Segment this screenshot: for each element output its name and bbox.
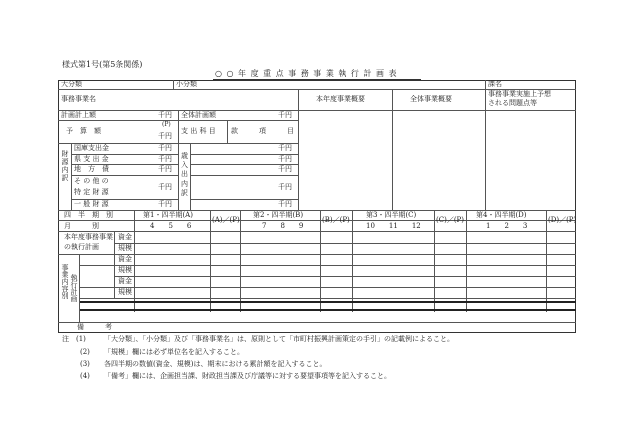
col-line [240, 210, 241, 312]
moku-label: 目 [287, 127, 294, 135]
unit-label: 千円 [278, 200, 292, 208]
shishutsu-label: 支 出 科 目 [181, 127, 216, 135]
quarter-months: 4 5 6 [150, 222, 192, 230]
ratio-header: (B)／(P) [322, 216, 350, 224]
zaigen-row: 国庫支出金 [74, 144, 109, 152]
row-line [298, 110, 485, 111]
zentai-label: 全体計画額 [181, 111, 216, 119]
note-num: 注 (1) [62, 335, 86, 343]
quarter-months: 10 11 12 [366, 222, 421, 230]
ratio-header: (D)／(P) [548, 216, 577, 224]
row-line [79, 298, 576, 299]
note-text: 各四半期の数値(資金、規模)は、期末における累計額を記入すること。 [104, 360, 327, 368]
zaigen-row: そ の 他 の [74, 177, 109, 185]
quarter-name: 第1・四半期(A) [143, 211, 193, 219]
daibunrui-label: 大分類 [61, 80, 82, 88]
shikin-label: 資金 [118, 233, 132, 241]
col-line [434, 210, 435, 312]
unit-label: 千円 [158, 183, 172, 191]
keikaku-label: 計画計上額 [61, 111, 96, 119]
row-line [58, 220, 576, 221]
unit-label: 千円 [158, 144, 172, 152]
zaigen-vertical-label: 財源内訳 [61, 150, 69, 182]
note-num: (4) [80, 372, 90, 380]
month-header-label: 月 別 [64, 222, 99, 230]
row-line [79, 287, 576, 288]
row-line [58, 231, 576, 232]
unit-label: 千円 [278, 183, 292, 191]
shikin-label: 資金 [118, 277, 132, 285]
row-line [58, 322, 576, 323]
note-text: 「備考」欄には、企画担当課、財政担当課及び庁議等に対する要望事項等を記入すること。 [104, 372, 391, 380]
col-line [227, 120, 228, 143]
row-line-thick [79, 301, 576, 303]
ratio-header: (C)／(P) [436, 216, 464, 224]
row-line [190, 175, 298, 176]
unit-label: 千円 [278, 111, 292, 119]
col-line [546, 210, 547, 312]
kibo-label: 規模 [118, 266, 132, 274]
col-line [466, 210, 467, 312]
quarter-months: 1 2 3 [486, 222, 528, 230]
col-line [114, 231, 115, 298]
honendo-label-2: の執行計画 [64, 243, 99, 251]
zaigen-row: 県 支 出 金 [74, 155, 109, 163]
unit-label: 千円 [278, 155, 292, 163]
col-line [178, 110, 179, 143]
col-line [485, 80, 486, 210]
de-label: 出 [181, 170, 188, 178]
col-line [352, 210, 353, 312]
ratio-header: (A)／(P) [212, 216, 240, 224]
col-line [320, 210, 321, 312]
note-text: 「大分類」、「小分類」及び「事務事業名」は、原則として「市町村振興計画策定の手引」の記載例によること。 [104, 335, 454, 343]
note-text: 「規模」欄には必ず単位名を記入すること。 [104, 348, 244, 356]
kan-label: 款 [231, 127, 238, 135]
col-line [79, 254, 80, 322]
form-title: ○ ○ 年 度 重 点 事 務 事 業 執 行 計 画 表 [215, 69, 398, 78]
biko-label: 備 考 [77, 323, 112, 331]
jigyomei-label: 事務事業名 [61, 95, 96, 103]
quarter-name: 第2・四半期(B) [253, 211, 304, 219]
col-line [392, 89, 393, 210]
unit-label: 千円 [158, 132, 172, 140]
nyu-label: 入 [181, 161, 188, 169]
quarter-name: 第3・四半期(C) [366, 211, 417, 219]
wake-label: 訳 [181, 189, 188, 197]
plan-table [58, 80, 576, 333]
quarter-name: 第4・四半期(D) [476, 211, 527, 219]
row-line [114, 243, 576, 244]
row-line [79, 265, 576, 266]
zaigen-row: 特 定 財 源 [74, 188, 109, 196]
issues-label-2: される問題点等 [488, 99, 537, 107]
gaiyo-year-label: 本年度事業概要 [316, 95, 365, 103]
detail-vertical-label-1: 事業内容別 [61, 264, 69, 299]
row-line [485, 110, 576, 111]
row-line-thick [79, 309, 576, 311]
col-line [173, 80, 174, 89]
note-num: (2) [80, 348, 90, 356]
col-line [134, 210, 135, 312]
zaigen-row: 地 方 債 [74, 165, 109, 173]
uchi-label: 内 [181, 180, 188, 188]
kibo-label: 規模 [118, 244, 132, 252]
col-line [298, 89, 299, 210]
kibo-label: 規模 [118, 288, 132, 296]
quarter-header-label: 四 半 期 別 [64, 211, 113, 219]
note-num: (3) [80, 360, 90, 368]
unit-label: 千円 [158, 165, 172, 173]
form-number: 様式第1号(第5条関係) [62, 60, 143, 69]
detail-vertical-label-2: 執行計画 [70, 274, 78, 302]
col-line [210, 210, 211, 312]
col-line [178, 143, 179, 210]
unit-label: 千円 [278, 144, 292, 152]
row-line [114, 276, 576, 277]
zaigen-row: 一 般 財 源 [74, 200, 109, 208]
gaiyo-all-label: 全体事業概要 [410, 95, 452, 103]
sai-label: 歳 [181, 152, 188, 160]
unit-label: 千円 [158, 200, 172, 208]
row-line [71, 175, 178, 176]
unit-label: 千円 [158, 111, 172, 119]
ko-label: 項 [259, 127, 266, 135]
ka-label: 課名 [488, 80, 502, 88]
shikin-label: 資金 [118, 255, 132, 263]
row-line [58, 254, 576, 255]
quarter-months: 7 8 9 [262, 222, 304, 230]
shobunrui-label: 小分類 [176, 80, 197, 88]
issues-label-1: 事務事業実施上予想 [488, 90, 551, 98]
honendo-label-1: 本年度事務事業 [64, 233, 113, 241]
p-label: (P) [162, 121, 171, 128]
yosan-label: 予 算 額 [66, 127, 101, 135]
unit-label: 千円 [278, 165, 292, 173]
unit-label: 千円 [158, 155, 172, 163]
